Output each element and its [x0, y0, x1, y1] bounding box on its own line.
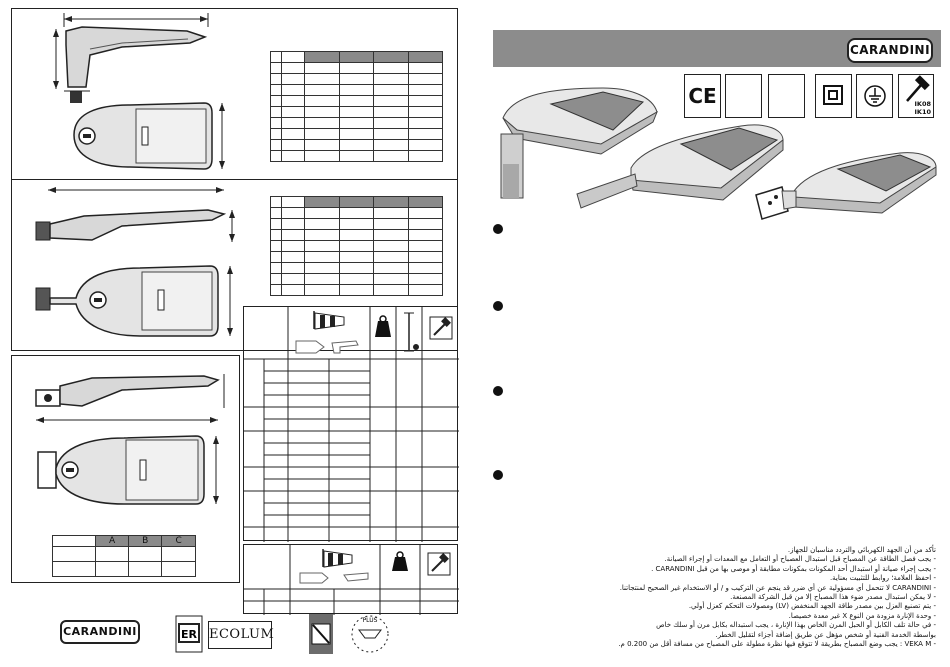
earth-ground-box	[856, 74, 893, 118]
drawing-panel-1	[11, 8, 458, 180]
arabic-line: - في حالة تلف الكابل أو الحبل المرن الخاص بهذا الإنارة ، يجب استبداله بكابل مرن أو سلك خاص	[656, 621, 936, 630]
ik-rating-box	[898, 74, 934, 118]
spec-table-2	[270, 196, 443, 296]
spec-grid-large	[244, 307, 459, 542]
earth-ground-icon	[857, 75, 894, 119]
impact-hammer-icon-small	[428, 553, 450, 575]
section-bullet-2	[493, 301, 503, 311]
windsock-icon-small	[300, 549, 368, 583]
carandini-header-logo: CARANDINI	[847, 38, 933, 63]
section-bullet-3	[493, 386, 503, 396]
ik08-label: IK08	[914, 100, 931, 108]
cert-box-blank-2	[768, 74, 805, 118]
plus-stars-logo	[345, 612, 395, 656]
ce-mark-box: CE	[684, 74, 721, 118]
section-bullet-4	[493, 470, 503, 480]
disposal-logo	[309, 614, 333, 654]
drawing-panel-3	[11, 355, 240, 583]
arabic-line: - لا يمكن استبدال مصدر ضوء هذا المصباح إلا من قبل الشركة المصنعة.	[730, 593, 936, 602]
arabic-line: - يجب إجراء صيانة أو استبدال أحد المكونات بمكونات مطابقة أو موصى بها من قبل CARANDINI .	[651, 564, 936, 573]
svg-text:PLUS: PLUS	[362, 617, 378, 624]
double-square-icon	[823, 85, 843, 105]
cert-box-blank-1	[725, 74, 762, 118]
product-image-wall-bracket	[754, 145, 944, 225]
carandini-footer-logo: CARANDINI	[60, 620, 140, 644]
arabic-line: تأكد من أن الجهد الكهربائي والتردد مناسبان للجهاز.	[787, 546, 936, 554]
arabic-line: - CARANDINI لا تتحمل أي مسؤولية عن أي ضرر قد ينجم عن التركيب و / أو الاستخدام غير الصحيح لمنتجاتنا.	[619, 583, 936, 592]
arabic-line: - وحدة الإنارة مزودة من النوع X غير معدة خصيصا.	[788, 611, 936, 620]
arabic-instructions	[618, 546, 936, 649]
arabic-line: بواسطة الخدمة الفنية أو شخص مؤهل عن طريق إضافة أجزاء لتقليل الخطر.	[715, 630, 936, 639]
arabic-line: - يجب فصل الطاقة عن المصباح قبل استبدال العصباح أو التعامل مع المعدات أو إجراء الصيانة.	[664, 555, 936, 564]
class-ii-insulation-box	[815, 74, 852, 118]
dimension-table	[52, 535, 196, 577]
section-bullet-1	[493, 224, 503, 234]
spec-grid-small	[244, 545, 459, 615]
er-certification-logo	[176, 616, 202, 652]
spec-panel-large	[243, 306, 458, 541]
weight-icon-small	[392, 552, 408, 571]
dim-header-c: C	[162, 536, 196, 547]
arabic-line: - يتم تصنيع العزل بين مصدر طاقة الجهد المنخفض (LV) ومصولات التحكم كعزل أولي.	[688, 602, 936, 611]
arabic-line: - احفظ العلامة؛ روابط للتثبيت بعناية.	[829, 574, 936, 583]
spec-panel-small	[243, 544, 458, 614]
dim-header-blank	[53, 536, 96, 547]
svg-text:ER: ER	[181, 628, 197, 641]
spec-table-1	[270, 51, 443, 162]
ik10-label: IK10	[914, 108, 931, 116]
ecolum-logo: ECOLUM	[208, 621, 272, 649]
dim-header-a: A	[96, 536, 129, 547]
dim-header-b: B	[129, 536, 162, 547]
arabic-line: - VEKA M : يجب وضع المصباح بطريقة لا تتوقع فيها نظرة مطولة على المصباح من مسافة أقل من 0.200 م.	[618, 640, 936, 649]
